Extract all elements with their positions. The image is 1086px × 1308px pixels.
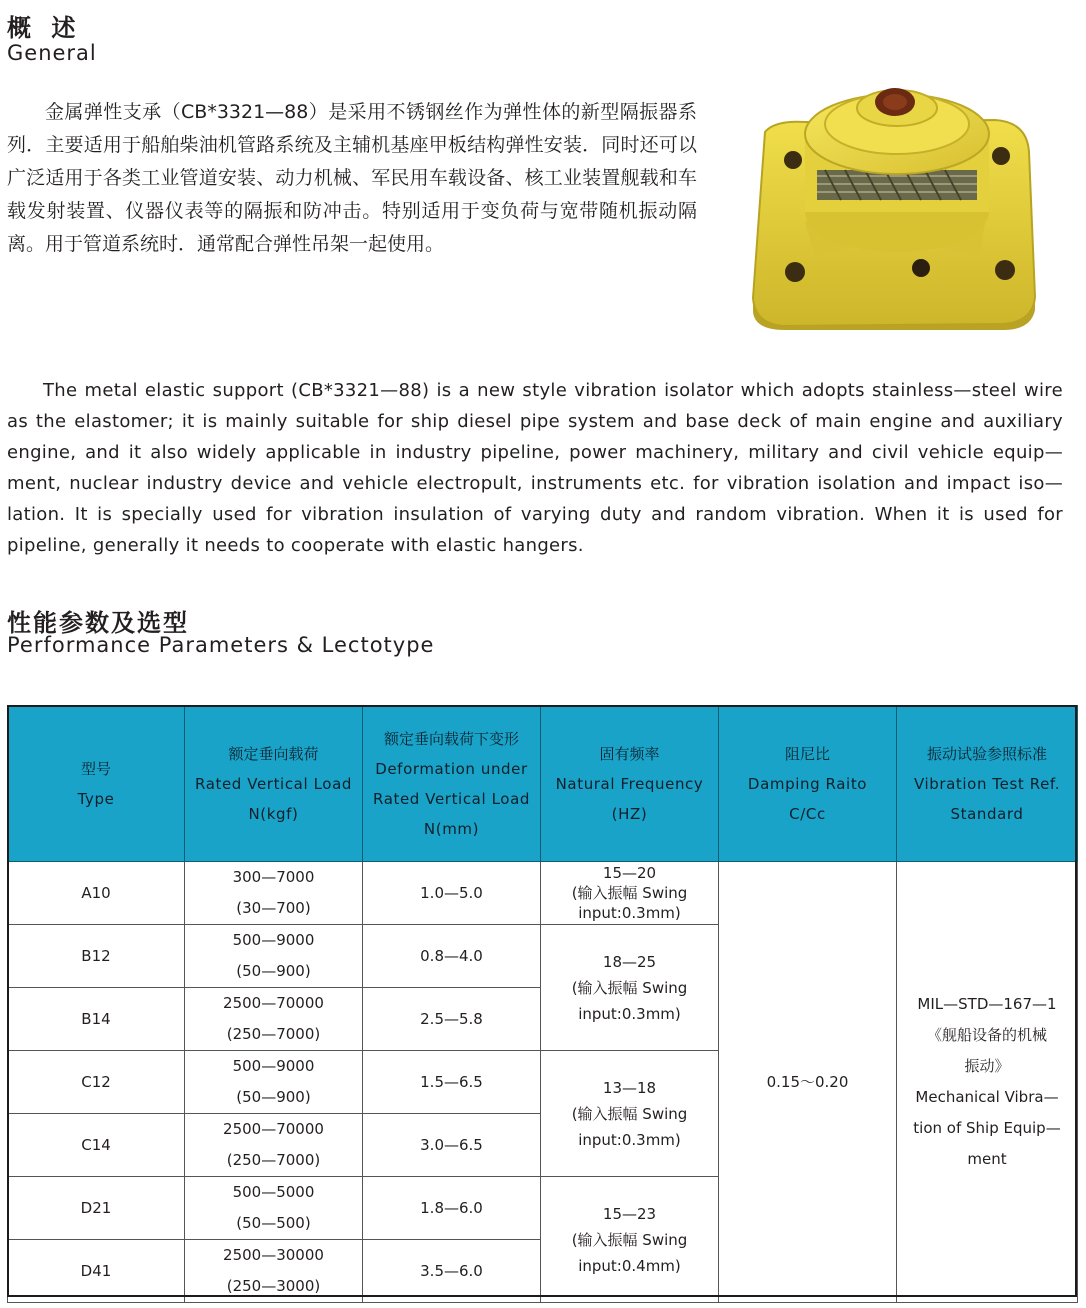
cell-damping: 0.15～0.20 — [719, 862, 897, 1303]
std-line-3: 振动》 — [964, 1057, 1010, 1075]
cell-type: D41 — [8, 1240, 185, 1303]
cell-deformation: 1.8—6.0 — [363, 1177, 541, 1240]
freq-note-2: input:0.4mm) — [578, 1256, 681, 1275]
freq-range: 18—25 — [602, 952, 657, 971]
cell-load — [185, 1114, 363, 1177]
header-en: Natural Frequency — [555, 774, 704, 793]
header-deformation — [363, 706, 541, 862]
header-en-unit: N(kgf) — [248, 804, 299, 823]
freq-note-1: (输入振幅 Swing — [571, 884, 688, 902]
freq-note-2: input:0.3mm) — [578, 904, 681, 922]
general-paragraph-cn: 金属弹性支承（CB*3321—88）是采用不锈钢丝作为弹性体的新型隔振器系列．主要适用于船舶柴油机管路系统及主辅机基座甲板结构弹性安装．同时还可以广泛适用于各类工业管道安装、动力机械、军民用车载设备、核工业装置舰载和车载发射装置、仪器仪表等的隔振和防冲击。特别适用于变负荷与宽带随机振动隔离。用于管道系统时．通常配合弹性吊架一起使用。 — [7, 101, 697, 255]
load-kgf: (50—500) — [236, 1214, 311, 1232]
std-line-5: tion of Ship Equip— — [913, 1119, 1061, 1137]
metal-elastic-support-photo — [745, 72, 1045, 332]
cell-load — [185, 862, 363, 925]
header-vibration-standard — [897, 706, 1078, 862]
load-kgf: (250—3000) — [226, 1277, 321, 1295]
freq-note-2: input:0.3mm) — [578, 1004, 681, 1023]
std-line-2: 《舰船设备的机械 — [926, 1026, 1047, 1044]
cell-load — [185, 1177, 363, 1240]
cell-deformation: 1.5—6.5 — [363, 1051, 541, 1114]
cell-deformation: 1.0—5.0 — [363, 862, 541, 925]
table-row — [8, 862, 1078, 925]
cell-type: B12 — [8, 925, 185, 988]
header-cn: 阻尼比 — [784, 744, 830, 763]
cell-deformation: 3.5—6.0 — [363, 1240, 541, 1303]
general-paragraph-en: The metal elastic support (CB*3321—88) is a new style vibration isolator which adopts stainless—steel wire as the elastomer; it is mainly suitable for ship diesel pipe system and base deck of main engine and auxiliary engine, and it also widely applicable in industry pipeline, power machinery, military and civil vehicle equip—ment, nuclear industry device and vehicle electropult, instruments etc. for vibration isolation and impact iso—lation. It is specially used for vibration insulation of varying duty and random vibration. When it is used for pipeline, generally it needs to cooperate with elastic hangers. — [7, 380, 1063, 556]
cell-standard — [897, 862, 1078, 1303]
header-damping — [719, 706, 897, 862]
cell-type: D21 — [8, 1177, 185, 1240]
cell-type: A10 — [8, 862, 185, 925]
header-en-2: Rated Vertical Load — [373, 789, 530, 808]
cell-deformation: 0.8—4.0 — [363, 925, 541, 988]
std-line-4: Mechanical Vibra— — [915, 1088, 1059, 1106]
performance-table — [7, 705, 1078, 1303]
cell-load — [185, 988, 363, 1051]
header-cn: 额定垂向载荷下变形 — [383, 729, 519, 748]
header-cn: 振动试验参照标准 — [926, 744, 1047, 763]
general-title-en: General — [7, 41, 97, 65]
load-n: 500—9000 — [232, 931, 315, 949]
cell-deformation: 2.5—5.8 — [363, 988, 541, 1051]
freq-note-1: (输入振幅 Swing — [571, 978, 688, 997]
load-kgf: (250—7000) — [226, 1151, 321, 1169]
header-type — [8, 706, 185, 862]
cell-type: C12 — [8, 1051, 185, 1114]
cell-type: C14 — [8, 1114, 185, 1177]
load-n: 500—9000 — [232, 1057, 315, 1075]
freq-range: 13—18 — [602, 1078, 657, 1097]
header-en-unit: (HZ) — [611, 804, 648, 823]
cell-load — [185, 1051, 363, 1114]
std-line-1: MIL—STD—167—1 — [917, 995, 1057, 1013]
load-n: 500—5000 — [232, 1183, 315, 1201]
freq-note-1: (输入振幅 Swing — [571, 1104, 688, 1123]
header-en: Vibration Test Ref. — [913, 774, 1061, 793]
header-en-2: Standard — [950, 804, 1024, 823]
freq-range: 15—20 — [602, 864, 657, 882]
freq-range: 15—23 — [602, 1204, 657, 1223]
header-natural-frequency — [541, 706, 719, 862]
header-en-unit: N(mm) — [423, 819, 480, 838]
performance-title-cn: 性能参数及选型 — [7, 609, 189, 637]
load-kgf: (250—7000) — [226, 1025, 321, 1043]
cell-frequency — [541, 1177, 719, 1303]
header-en: Type — [77, 789, 115, 808]
header-cn: 型号 — [80, 759, 111, 778]
load-kgf: (50—900) — [236, 962, 311, 980]
cell-deformation: 3.0—6.5 — [363, 1114, 541, 1177]
load-kgf: (30—700) — [236, 899, 311, 917]
header-en: Damping Raito — [747, 774, 868, 793]
load-n: 2500—70000 — [223, 994, 324, 1012]
product-photo — [745, 72, 1045, 332]
general-title-cn: 概 述 — [7, 14, 82, 42]
load-n: 2500—70000 — [223, 1120, 324, 1138]
cell-frequency — [541, 862, 719, 925]
load-n: 300—7000 — [232, 868, 315, 886]
header-en: Deformation under — [375, 759, 528, 778]
header-en: Rated Vertical Load — [195, 774, 352, 793]
header-rated-load — [185, 706, 363, 862]
cell-type: B14 — [8, 988, 185, 1051]
table-header-row — [8, 706, 1078, 862]
freq-note-1: (输入振幅 Swing — [571, 1230, 688, 1249]
cell-frequency — [541, 925, 719, 1051]
std-line-6: ment — [967, 1150, 1007, 1168]
performance-title-en: Performance Parameters & Lectotype — [7, 633, 435, 657]
freq-note-2: input:0.3mm) — [578, 1130, 681, 1149]
header-cn: 固有频率 — [599, 744, 660, 763]
load-kgf: (50—900) — [236, 1088, 311, 1106]
cell-load — [185, 925, 363, 988]
header-cn: 额定垂向载荷 — [228, 744, 319, 763]
header-en-unit: C/Cc — [789, 804, 826, 823]
cell-load — [185, 1240, 363, 1303]
load-n: 2500—30000 — [223, 1246, 324, 1264]
cell-frequency — [541, 1051, 719, 1177]
